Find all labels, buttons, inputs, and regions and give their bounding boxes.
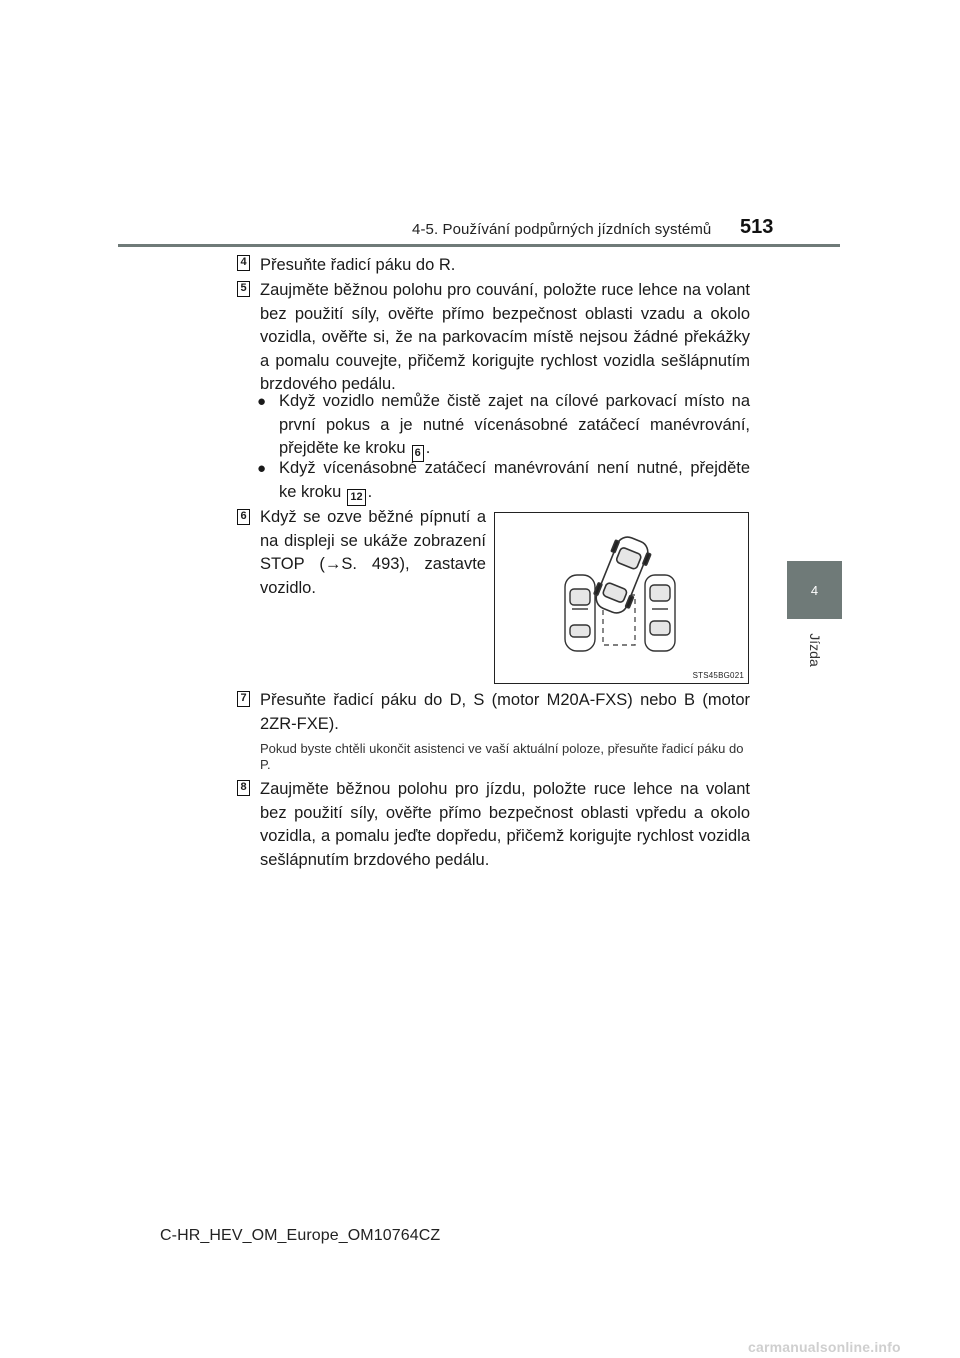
maneuvering-car [590,533,654,618]
document-id: C-HR_HEV_OM_Europe_OM10764CZ [160,1227,441,1244]
chapter-number: 4 [810,582,819,598]
watermark: carmanualsonline.info [748,1339,901,1355]
step-number-6: 6 [237,509,250,525]
page-number: 513 [740,216,774,238]
bullet-dot-icon: ● [257,393,267,410]
bullet-dot-icon: ● [257,460,267,477]
right-parked-car [645,575,675,651]
bullet-2-text: Když vícenásobné zatáčecí manévrování není nutné, přejděte ke kroku [279,459,750,501]
step-number-4: 4 [237,255,250,271]
header-divider [118,244,840,247]
figure-code: STS45BG021 [692,671,744,680]
step-number-8: 8 [237,780,250,796]
chapter-tab [787,561,842,619]
step-6-text: Když se ozve běžné pípnutí a na displeji se ukáže zobrazení STOP (→S. 493), zastavte vozidlo. [260,508,486,597]
step-ref-6: 6 [412,445,424,462]
left-parked-car [565,575,595,651]
section-title: 4-5. Používání podpůrných jízdních systémů [412,221,712,238]
step-5-bullet-2: ● Když vícenásobné zatáčecí manévrování není nutné, přejděte ke kroku 12 . [257,457,750,506]
step-8-text: Zaujměte běžnou polohu pro jízdu, položte ruce lehce na volant bez použití síly, ověřte přímo bezpečnost oblasti vpředu a okolo vozidla, a pomalu jeďte dopředu, přičemž korigujte rychlost vozidla sešlápnutím brzdového pedálu. [260,780,750,869]
step-5-bullet-1: ● Když vozidlo nemůže čistě zajet na cílové parkovací místo na první pokus a je nutné vícenásobné zatáčecí manévrování, přejděte ke kroku 6 . [257,390,750,462]
parking-illustration [494,512,749,684]
step-7-note: Pokud byste chtěli ukončit asistenci ve vaší aktuální poloze, přesuňte řadicí páku do P. [260,741,744,772]
step-number-5: 5 [237,281,250,297]
parking-cars-diagram [495,513,748,683]
step-number-7: 7 [237,691,250,707]
step-4-text: Přesuňte řadicí páku do R. [260,256,456,274]
bullet-1-text: Když vozidlo nemůže čistě zajet na cílové parkovací místo na první pokus a je nutné vícenásobné zatáčecí manévrování, přejděte ke kroku [279,392,750,458]
step-5-text: Zaujměte běžnou polohu pro couvání, položte ruce lehce na volant bez použití síly, ověřte přímo bezpečnost oblasti vzadu a okolo vozidla, ověřte si, že na parkovacím místě nejsou žádné překážky a pomalu couvejte, přičemž korigujte rychlost vozidla sešlápnutím brzdového pedálu. [260,281,750,394]
step-7-text: Přesuňte řadicí páku do D, S (motor M20A-FXS) nebo B (motor 2ZR-FXE). [260,691,750,733]
step-ref-12: 12 [347,489,365,506]
chapter-label: Jízda [807,633,823,667]
